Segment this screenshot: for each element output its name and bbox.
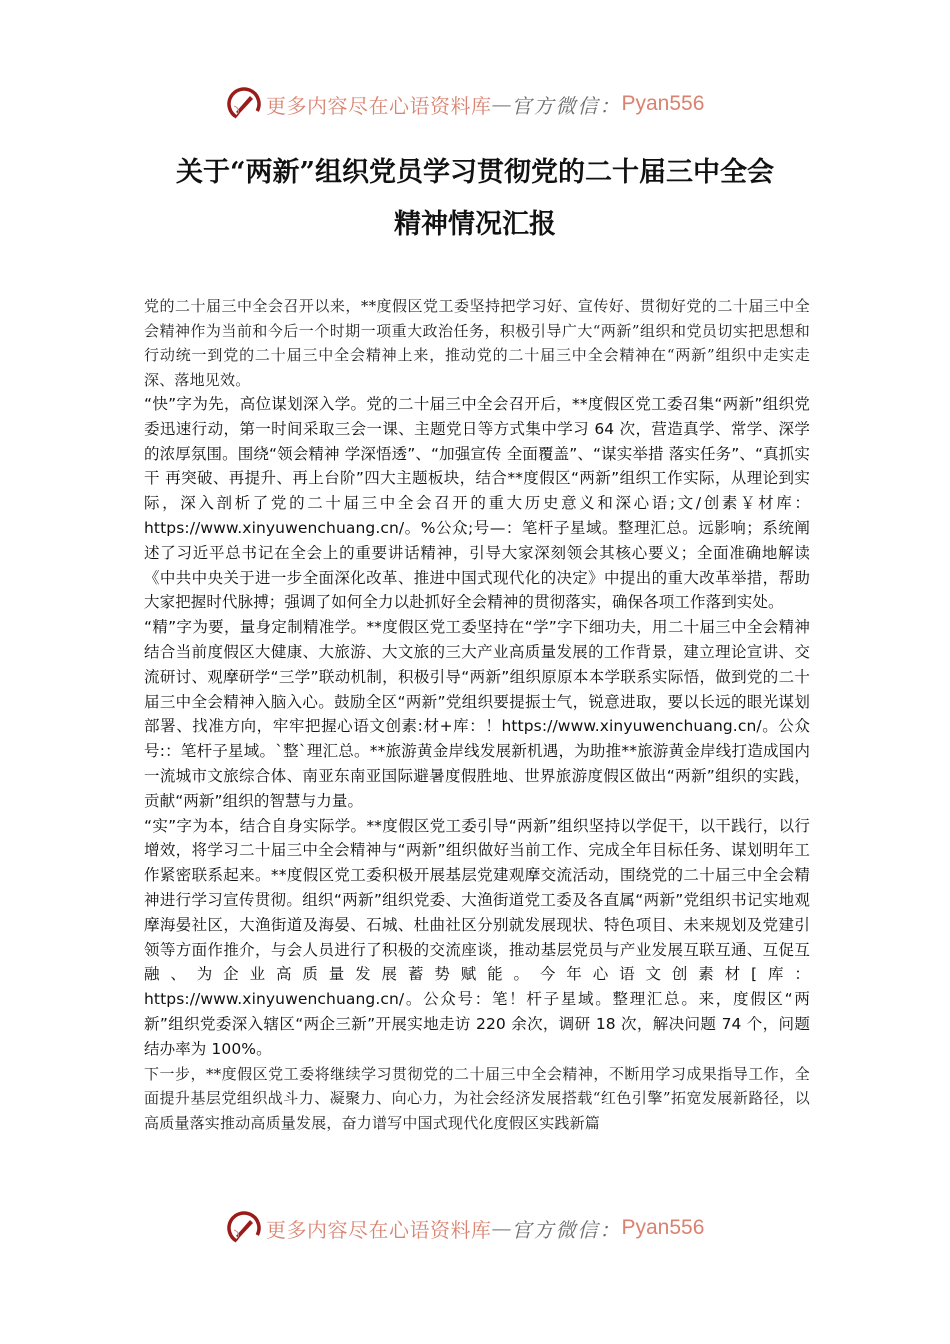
paragraph-intro: 党的二十届三中全会召开以来，**度假区党工委坚持把学习好、宣传好、贯彻好党的二十届三中全会精神作为当前和今后一个时期一项重大政治任务，积极引导广大“两新”组织和党员切实把思想和行动统一到党的二十届三中全会精神上来，推动党的二十届三中全会精神在“两新”组织中走实走深、落地见效。 xyxy=(144,297,810,389)
paragraph-practical: “实”字为本，结合自身实际学。**度假区党工委引导“两新”组织坚持以学促干，以干践行，以行增效，将学习二十届三中全会精神与“两新”组织做好当前工作、完成全年目标任务、谋划明年工作紧密联系起来。**度假区党工委积极开展基层党建观摩交流活动，围绕党的二十届三中全会精神进行学习宣传贯彻。组织“两新”组织党委、大渔街道党工委及各直属“两新”党组织书记实地观摩海晏社区，大渔街道及海晏、石城、杜曲社区分别就发展现状、特色项目、未来规划及党建引领等方面作推介，与会人员进行了积极的交流座谈，推动基层党员与产业发展互联互通、互促互融、为企业高质量发展蓄势赋能。今年心语文创素材[库：https://www.xinyuwenchuang.cn/。公众号：笔！杆子星域。整理汇总。来，度假区“两新”组织党委深入辖区“两企三新”开展实地走访 220 余次，调研 18 次，解决问题 74 个，问题结办率为 100%。 xyxy=(144,816,810,1058)
document-title-line1: 关于“两新”组织党员学习贯彻党的二十届三中全会 xyxy=(175,157,775,188)
paragraph-fast: “快”字为先，高位谋划深入学。党的二十届三中全会召开后，**度假区党工委召集“两新”组织党委迅速行动，第一时间采取三会一课、主题党日等方式集中学习 64 次，营造真学、常学、深学的浓厚氛围。围绕“领会精神 学深悟透”、“加强宣传 全面覆盖”、“谋实举措 落实任务”、“真抓实干 再突破、再提升、再上台阶”四大主题板块，结合**度假区“两新”组织工作实际，从理论到实际，深入剖析了党的二十届三中全会召开的重大历史意义和深心语;文/创素￥材库：https://www.xinyuwenchuang.cn/。%公众;号—：笔杆子星域。整理汇总。远影响；系统阐述了习近平总书记在全会上的重要讲话精神，引导大家深刻领会其核心要义；全面准确地解读《中共中央关于进一步全面深化改革、推进中国式现代化的决定》中提出的重大改革举措，帮助大家把握时代脉搏；强调了如何全力以赴抓好全会精神的贯彻落实，确保各项工作落到实处。 xyxy=(144,395,810,612)
header-watermark-banner xyxy=(226,84,726,124)
quill-pen-logo-icon xyxy=(226,86,262,122)
banner-wechat-label: 官方微信： xyxy=(511,1217,622,1242)
banner-promo-text: 更多内容尽在心语资料库 xyxy=(266,1217,492,1242)
banner-separator: — xyxy=(491,1216,512,1240)
quill-pen-logo-icon xyxy=(226,1210,262,1246)
document-title-line2: 精神情况汇报 xyxy=(394,209,556,240)
banner-promo-text: 更多内容尽在心语资料库 xyxy=(266,93,492,118)
document-body xyxy=(144,294,810,1135)
footer-watermark-banner xyxy=(226,1208,726,1248)
banner-wechat-handle: Pyan556 xyxy=(621,1216,705,1239)
banner-wechat-handle: Pyan556 xyxy=(621,92,705,115)
paragraph-next-step: 下一步，**度假区党工委将继续学习贯彻党的二十届三中全会精神，不断用学习成果指导工作，全面提升基层党组织战斗力、凝聚力、向心力，为社会经济发展搭载“红色引擎”拓宽发展新路径，以高质量落实推动高质量发展，奋力谱写中国式现代化度假区实践新篇 xyxy=(144,1064,810,1132)
paragraph-precise: “精”字为要，量身定制精准学。**度假区党工委坚持在“学”字下细功夫，用二十届三中全会精神结合当前度假区大健康、大旅游、大文旅的三大产业高质量发展的工作背景，建立理论宣讲、交流研讨、观摩研学“三学”联动机制，积极引导“两新”组织原原本本学联系实际悟，做到党的二十届三中全会精神入脑入心。鼓励全区“两新”党组织要提振士气，锐意进取，要以长远的眼光谋划部署、找准方向，牢牢把握心语文创素:材+库：！https://www.xinyuwenchuang.cn/。公众号:：笔杆子星域。`整`理汇总。**旅游黄金岸线发展新机遇，为助推**旅游黄金岸线打造成国内一流城市文旅综合体、南亚东南亚国际避暑度假胜地、世界旅游度假区做出“两新”组织的实践，贡献“两新”组织的智慧与力量。 xyxy=(144,618,810,810)
banner-wechat-label: 官方微信： xyxy=(511,93,622,118)
banner-separator: — xyxy=(491,92,512,116)
